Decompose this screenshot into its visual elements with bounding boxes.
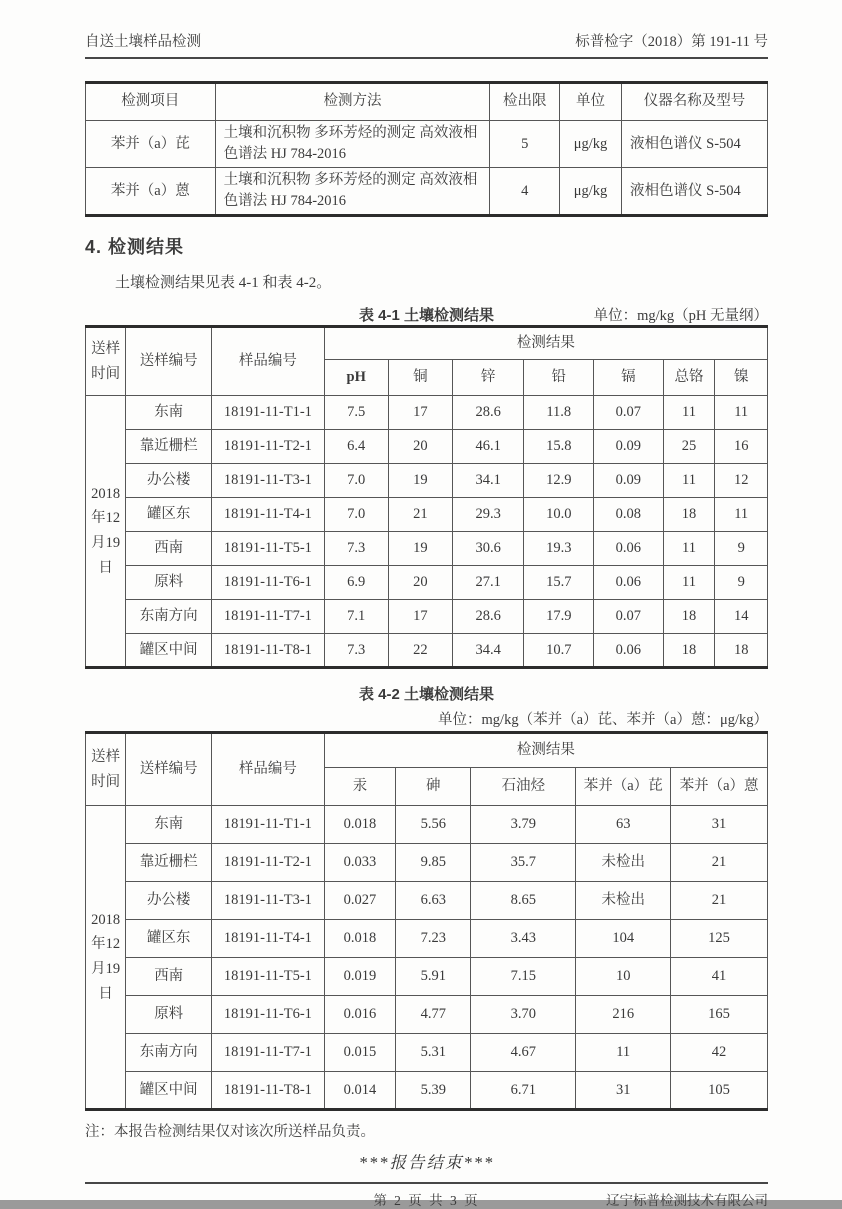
cell-method: 土壤和沉积物 多环芳烃的测定 高效液相色谱法 HJ 784-2016	[215, 121, 490, 168]
cell-value: 165	[671, 996, 768, 1034]
cell-value: 未检出	[576, 844, 671, 882]
cell-sample-id: 18191-11-T7-1	[212, 1034, 325, 1072]
cell-value: 19	[388, 532, 452, 566]
footer-company: 辽宁标普检测技术有限公司	[606, 1193, 768, 1209]
cell-value: 4.67	[471, 1034, 576, 1072]
cell-value: 125	[671, 920, 768, 958]
cell-value: 0.014	[324, 1072, 396, 1110]
cell-location: 东南	[126, 806, 212, 844]
cell-value: 7.15	[471, 958, 576, 996]
section-title: 4. 检测结果	[85, 237, 185, 258]
table-row	[86, 844, 768, 882]
cell-sample-id: 18191-11-T7-1	[212, 600, 325, 634]
cell-value: 11	[663, 532, 715, 566]
cell-location: 原料	[126, 566, 212, 600]
cell-value: 9	[715, 532, 768, 566]
cell-value: 0.09	[594, 430, 664, 464]
table-4-1-caption: 表 4-1 土壤检测结果	[358, 307, 494, 325]
cell-value: 3.70	[471, 996, 576, 1034]
header-lead: 铅	[524, 360, 594, 396]
cell-value: 10.7	[524, 634, 594, 668]
header-cadmium: 镉	[594, 360, 664, 396]
header-method: 检测方法	[215, 83, 490, 121]
cell-value: 11	[715, 498, 768, 532]
header-zinc: 锌	[452, 360, 524, 396]
cell-value: 8.65	[471, 882, 576, 920]
cell-location: 东南	[126, 396, 212, 430]
cell-location: 靠近栅栏	[126, 844, 212, 882]
header-left-title: 自送土壤样品检测	[85, 34, 201, 50]
cell-sample-id: 18191-11-T6-1	[212, 566, 325, 600]
header-benzo-a-anthracene: 苯并（a）蒽	[671, 768, 768, 806]
cell-value: 42	[671, 1034, 768, 1072]
cell-detection-limit: 4	[490, 168, 560, 216]
footer-page-number: 第 2 页 共 3 页	[373, 1193, 480, 1209]
cell-value: 29.3	[452, 498, 524, 532]
table-4-1-header-row	[86, 327, 768, 360]
cell-location: 办公楼	[126, 882, 212, 920]
header-benzo-a-pyrene: 苯并（a）芘	[576, 768, 671, 806]
table-row	[86, 1072, 768, 1110]
cell-value: 19.3	[524, 532, 594, 566]
cell-value: 11	[576, 1034, 671, 1072]
cell-sample-id: 18191-11-T6-1	[212, 996, 325, 1034]
cell-method: 土壤和沉积物 多环芳烃的测定 高效液相色谱法 HJ 784-2016	[215, 168, 490, 216]
report-number: 标普检字（2018）第 191-11 号	[575, 34, 768, 50]
method-table	[85, 81, 768, 217]
cell-value: 20	[388, 430, 452, 464]
cell-value: 34.1	[452, 464, 524, 498]
cell-sample-id: 18191-11-T8-1	[212, 634, 325, 668]
cell-value: 15.7	[524, 566, 594, 600]
cell-value: 105	[671, 1072, 768, 1110]
cell-sample-id: 18191-11-T3-1	[212, 464, 325, 498]
table-row	[86, 1034, 768, 1072]
cell-value: 6.71	[471, 1072, 576, 1110]
cell-location: 东南方向	[126, 1034, 212, 1072]
cell-value: 0.016	[324, 996, 396, 1034]
cell-value: 9	[715, 566, 768, 600]
cell-value: 7.0	[324, 464, 388, 498]
note-text: 注：本报告检测结果仅对该次所送样品负责。	[85, 1124, 375, 1141]
cell-send-time: 2018年12月19日	[86, 806, 126, 1110]
cell-value: 104	[576, 920, 671, 958]
cell-value: 0.015	[324, 1034, 396, 1072]
header-unit: 单位	[559, 83, 621, 121]
cell-instrument: 液相色谱仪 S-504	[622, 168, 768, 216]
cell-value: 18	[663, 600, 715, 634]
header-send-time: 送样时间	[86, 327, 126, 396]
cell-value: 12	[715, 464, 768, 498]
cell-sample-id: 18191-11-T3-1	[212, 882, 325, 920]
cell-value: 0.06	[594, 634, 664, 668]
cell-value: 7.5	[324, 396, 388, 430]
table-4-1	[85, 325, 768, 669]
cell-value: 0.06	[594, 532, 664, 566]
cell-sample-id: 18191-11-T1-1	[212, 396, 325, 430]
cell-value: 4.77	[396, 996, 471, 1034]
cell-value: 16	[715, 430, 768, 464]
cell-value: 34.4	[452, 634, 524, 668]
cell-value: 17.9	[524, 600, 594, 634]
cell-value: 18	[663, 634, 715, 668]
cell-value: 15.8	[524, 430, 594, 464]
header-copper: 铜	[388, 360, 452, 396]
cell-value: 5.91	[396, 958, 471, 996]
cell-value: 5.39	[396, 1072, 471, 1110]
cell-sample-id: 18191-11-T2-1	[212, 430, 325, 464]
cell-value: 20	[388, 566, 452, 600]
header-nickel: 镍	[715, 360, 768, 396]
cell-instrument: 液相色谱仪 S-504	[622, 121, 768, 168]
cell-sample-id: 18191-11-T1-1	[212, 806, 325, 844]
table-row	[86, 168, 768, 216]
cell-value: 0.033	[324, 844, 396, 882]
table-4-1-unit-note: 单位：mg/kg（pH 无量纲）	[593, 308, 768, 325]
cell-location: 罐区东	[126, 498, 212, 532]
table-row	[86, 600, 768, 634]
cell-value: 6.9	[324, 566, 388, 600]
cell-value: 3.79	[471, 806, 576, 844]
cell-value: 5.31	[396, 1034, 471, 1072]
cell-location: 罐区中间	[126, 634, 212, 668]
cell-value: 19	[388, 464, 452, 498]
cell-value: 6.63	[396, 882, 471, 920]
cell-value: 7.23	[396, 920, 471, 958]
cell-value: 9.85	[396, 844, 471, 882]
header-results: 检测结果	[324, 327, 767, 360]
cell-value: 0.06	[594, 566, 664, 600]
cell-item: 苯并（a）蒽	[86, 168, 216, 216]
cell-location: 罐区中间	[126, 1072, 212, 1110]
table-row	[86, 396, 768, 430]
cell-value: 28.6	[452, 600, 524, 634]
end-marker: ***报告结束***	[358, 1153, 495, 1173]
cell-value: 11.8	[524, 396, 594, 430]
cell-value: 17	[388, 396, 452, 430]
header-petroleum-hydrocarbons: 石油烃	[471, 768, 576, 806]
cell-value: 7.3	[324, 532, 388, 566]
header-mercury: 汞	[324, 768, 396, 806]
cell-value: 21	[671, 844, 768, 882]
header-send-time: 送样时间	[86, 733, 126, 806]
cell-value: 28.6	[452, 396, 524, 430]
cell-value: 0.08	[594, 498, 664, 532]
cell-sample-id: 18191-11-T5-1	[212, 532, 325, 566]
cell-value: 63	[576, 806, 671, 844]
header-arsenic: 砷	[396, 768, 471, 806]
cell-value: 7.1	[324, 600, 388, 634]
cell-value: 27.1	[452, 566, 524, 600]
cell-value: 3.43	[471, 920, 576, 958]
table-4-1-caption-row	[85, 304, 768, 325]
table-row	[86, 634, 768, 668]
table-row	[86, 920, 768, 958]
table-4-2-caption: 表 4-2 土壤检测结果	[358, 686, 494, 704]
cell-location: 罐区东	[126, 920, 212, 958]
header-send-id: 送样编号	[126, 327, 212, 396]
header-detection-limit: 检出限	[490, 83, 560, 121]
cell-value: 41	[671, 958, 768, 996]
cell-value: 21	[671, 882, 768, 920]
cell-value: 10.0	[524, 498, 594, 532]
table-row	[86, 121, 768, 168]
cell-value: 0.07	[594, 600, 664, 634]
cell-detection-limit: 5	[490, 121, 560, 168]
table-row	[86, 882, 768, 920]
cell-value: 18	[663, 498, 715, 532]
header-results: 检测结果	[324, 733, 767, 768]
cell-value: 12.9	[524, 464, 594, 498]
intro-paragraph: 土壤检测结果见表 4-1 和表 4-2。	[115, 275, 332, 292]
header-sample-id: 样品编号	[212, 327, 325, 396]
cell-value: 30.6	[452, 532, 524, 566]
cell-value: 21	[388, 498, 452, 532]
cell-value: 35.7	[471, 844, 576, 882]
cell-unit: μg/kg	[559, 121, 621, 168]
header-instrument: 仪器名称及型号	[622, 83, 768, 121]
cell-value: 14	[715, 600, 768, 634]
cell-item: 苯并（a）芘	[86, 121, 216, 168]
cell-sample-id: 18191-11-T8-1	[212, 1072, 325, 1110]
header-send-id: 送样编号	[126, 733, 212, 806]
cell-value: 未检出	[576, 882, 671, 920]
table-4-2-unit-note: 单位：mg/kg（苯并（a）芘、苯并（a）蒽：μg/kg）	[438, 712, 768, 729]
cell-value: 31	[576, 1072, 671, 1110]
table-row	[86, 498, 768, 532]
cell-value: 31	[671, 806, 768, 844]
table-4-2-header-row	[86, 733, 768, 768]
cell-value: 46.1	[452, 430, 524, 464]
cell-value: 216	[576, 996, 671, 1034]
cell-value: 0.027	[324, 882, 396, 920]
header-item: 检测项目	[86, 83, 216, 121]
cell-sample-id: 18191-11-T4-1	[212, 920, 325, 958]
cell-value: 0.09	[594, 464, 664, 498]
header-sample-id: 样品编号	[212, 733, 325, 806]
cell-value: 0.019	[324, 958, 396, 996]
cell-location: 办公楼	[126, 464, 212, 498]
cell-value: 11	[663, 464, 715, 498]
cell-location: 靠近栅栏	[126, 430, 212, 464]
cell-send-time: 2018年12月19日	[86, 396, 126, 668]
table-row	[86, 806, 768, 844]
cell-value: 6.4	[324, 430, 388, 464]
page-footer	[85, 1182, 768, 1209]
table-row	[86, 532, 768, 566]
cell-value: 5.56	[396, 806, 471, 844]
cell-value: 25	[663, 430, 715, 464]
cell-value: 0.07	[594, 396, 664, 430]
cell-location: 西南	[126, 958, 212, 996]
header-ph: pH	[324, 360, 388, 396]
cell-sample-id: 18191-11-T5-1	[212, 958, 325, 996]
cell-location: 西南	[126, 532, 212, 566]
cell-value: 0.018	[324, 806, 396, 844]
table-row	[86, 996, 768, 1034]
cell-location: 东南方向	[126, 600, 212, 634]
page-header	[85, 30, 768, 59]
table-row	[86, 958, 768, 996]
table-row	[86, 430, 768, 464]
cell-value: 11	[663, 396, 715, 430]
cell-value: 22	[388, 634, 452, 668]
cell-sample-id: 18191-11-T4-1	[212, 498, 325, 532]
cell-location: 原料	[126, 996, 212, 1034]
cell-value: 11	[715, 396, 768, 430]
cell-sample-id: 18191-11-T2-1	[212, 844, 325, 882]
cell-value: 17	[388, 600, 452, 634]
cell-unit: μg/kg	[559, 168, 621, 216]
table-4-2	[85, 731, 768, 1111]
table-row	[86, 464, 768, 498]
header-total-chromium: 总铬	[663, 360, 715, 396]
cell-value: 0.018	[324, 920, 396, 958]
table-row	[86, 566, 768, 600]
cell-value: 18	[715, 634, 768, 668]
cell-value: 7.3	[324, 634, 388, 668]
cell-value: 10	[576, 958, 671, 996]
cell-value: 11	[663, 566, 715, 600]
method-table-header-row	[86, 83, 768, 121]
cell-value: 7.0	[324, 498, 388, 532]
